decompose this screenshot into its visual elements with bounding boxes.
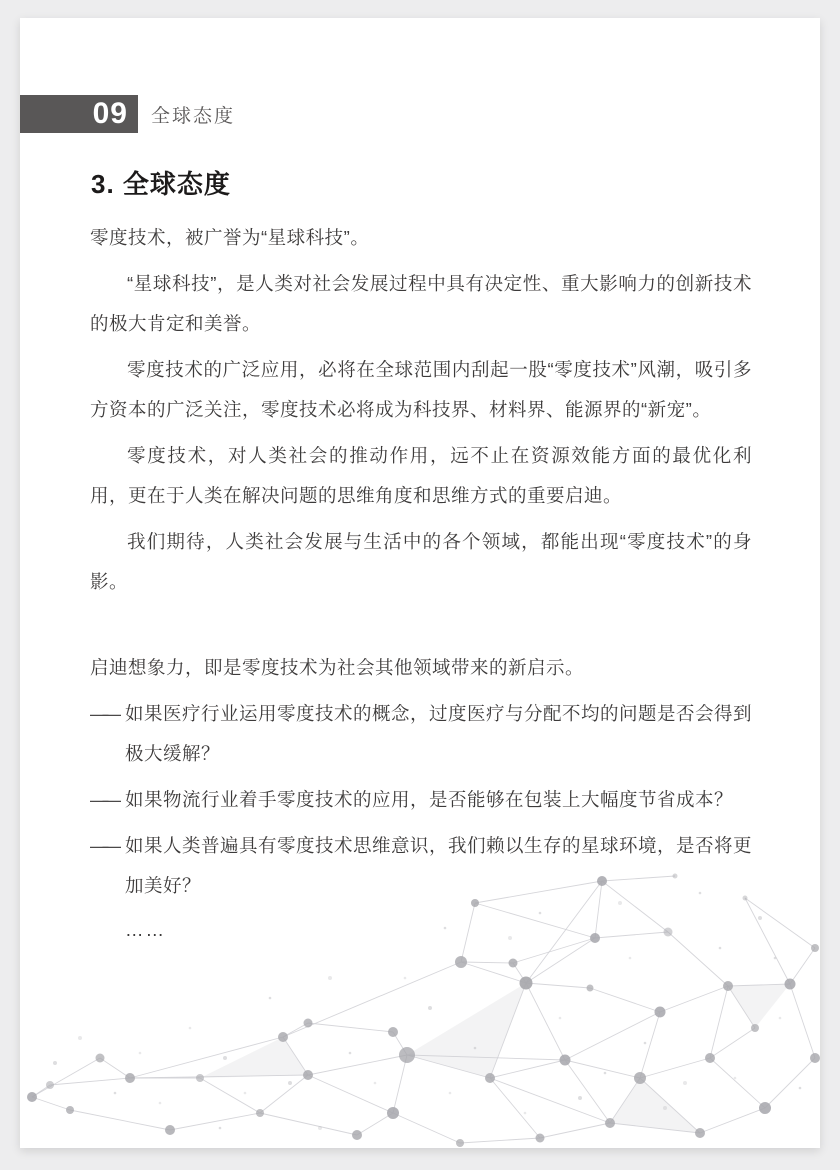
body-content	[90, 218, 752, 950]
paragraph-4: 零度技术，对人类社会的推动作用，远不止在资源效能方面的最优化利用，更在于人类在解决问题的思维角度和思维方式的重要启迪。	[90, 445, 752, 506]
dash-item-1	[90, 694, 752, 774]
dash-item-text: 如果医疗行业运用零度技术的概念，过度医疗与分配不均的问题是否会得到极大缓解？	[125, 703, 753, 764]
em-dash: ——	[90, 703, 115, 724]
dash-item-3	[90, 826, 752, 906]
paragraph-3: 零度技术的广泛应用，必将在全球范围内刮起一股“零度技术”风潮，吸引多方资本的广泛关注，零度技术必将成为科技界、材料界、能源界的“新宠”。	[90, 359, 752, 420]
dash-item-text: 如果人类普遍具有零度技术思维意识，我们赖以生存的星球环境，是否将更加美好？	[125, 835, 753, 896]
paragraph-5: 我们期待，人类社会发展与生活中的各个领域，都能出现“零度技术”的身影。	[90, 531, 752, 592]
chapter-number-box	[20, 95, 138, 133]
em-dash: ——	[90, 835, 115, 856]
document-page	[20, 18, 820, 1148]
paragraph-2: “星球科技”，是人类对社会发展过程中具有决定性、重大影响力的创新技术的极大肯定和美誉。	[90, 273, 752, 334]
chapter-label: 全球态度	[151, 105, 236, 127]
chapter-number: 09	[92, 97, 128, 130]
dash-item-2	[90, 780, 752, 820]
paragraph-1: 零度技术，被广誉为“星球科技”。	[90, 227, 370, 248]
insight-intro: 启迪想象力，即是零度技术为社会其他领域带来的新启示。	[90, 657, 585, 678]
dash-item-text: 如果物流行业着手零度技术的应用，是否能够在包装上大幅度节省成本？	[125, 789, 734, 810]
section-title: 3. 全球态度	[91, 169, 231, 199]
ellipsis-line: ……	[125, 919, 166, 940]
em-dash: ——	[90, 789, 115, 810]
